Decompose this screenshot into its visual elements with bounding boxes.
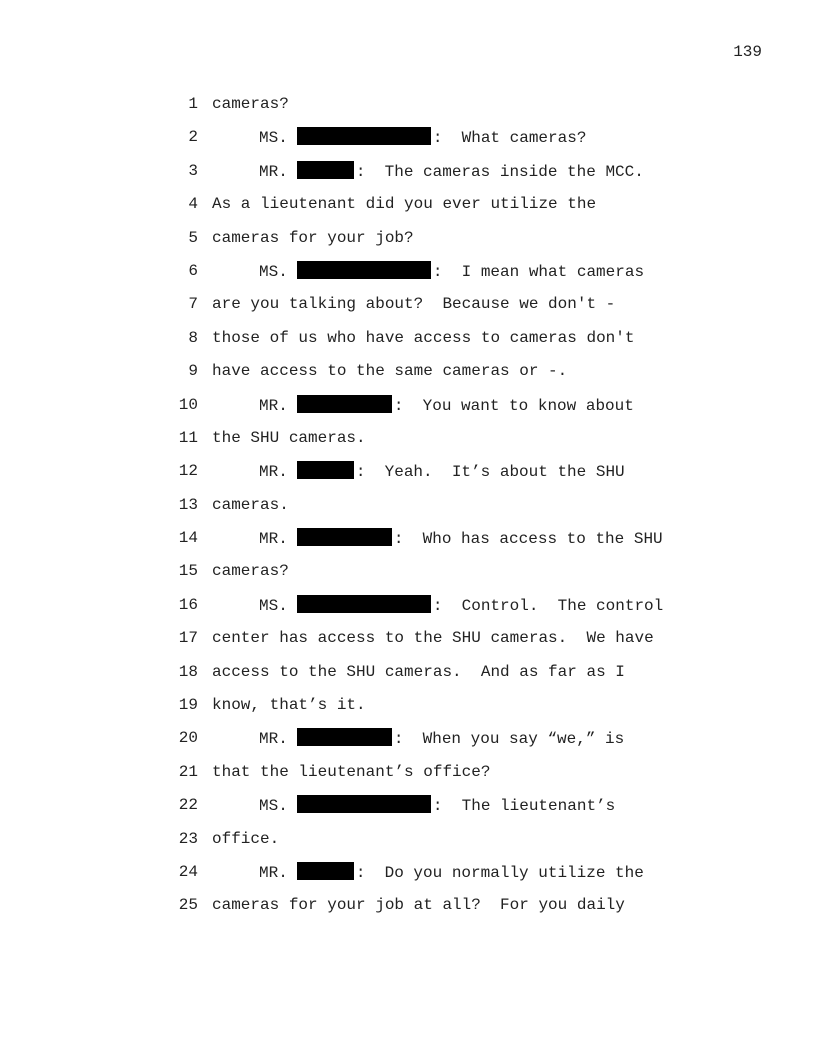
transcript-line <box>0 760 816 793</box>
line-text <box>212 127 586 148</box>
transcript-line <box>0 693 816 726</box>
line-number: 1 <box>188 95 198 113</box>
line-text: cameras? <box>212 562 289 581</box>
line-text: cameras for your job at all? For you daily <box>212 896 625 915</box>
transcript-line <box>0 660 816 693</box>
transcript-line <box>0 793 816 826</box>
transcript-body <box>0 92 816 927</box>
transcript-line <box>0 326 816 359</box>
speaker-label: MS. <box>259 262 288 281</box>
transcript-line <box>0 359 816 392</box>
line-text: center has access to the SHU cameras. We have <box>212 629 654 648</box>
line-text: cameras for your job? <box>212 228 414 247</box>
statement-text: : I mean what cameras <box>432 262 645 281</box>
transcript-line <box>0 393 816 426</box>
redaction-block <box>297 728 392 746</box>
line-number: 15 <box>178 562 198 581</box>
line-number: 22 <box>178 796 198 815</box>
line-number: 6 <box>188 261 198 280</box>
transcript-line <box>0 827 816 860</box>
redaction-block <box>297 395 392 413</box>
line-text: are you talking about? Because we don't - <box>212 295 616 314</box>
transcript-line <box>0 860 816 893</box>
speaker-label: MR. <box>259 530 288 549</box>
line-number: 8 <box>188 328 198 347</box>
line-number: 21 <box>178 762 198 781</box>
line-number: 25 <box>178 896 198 915</box>
line-text <box>212 395 634 416</box>
line-text <box>212 161 644 182</box>
line-number: 3 <box>188 161 198 180</box>
transcript-line <box>0 125 816 158</box>
redaction-block <box>297 862 354 880</box>
transcript-line <box>0 626 816 659</box>
redaction-block <box>297 595 431 613</box>
transcript-line <box>0 292 816 325</box>
line-number: 11 <box>178 428 198 447</box>
redaction-block <box>297 795 431 813</box>
transcript-line <box>0 226 816 259</box>
statement-text: : You want to know about <box>393 396 634 415</box>
speaker-label: MR. <box>259 396 288 415</box>
line-number: 24 <box>178 862 198 881</box>
line-text: cameras? <box>212 95 289 113</box>
transcript-line <box>0 726 816 759</box>
line-number: 23 <box>178 829 198 848</box>
line-text: those of us who have access to cameras don't <box>212 328 635 347</box>
transcript-line <box>0 92 816 125</box>
line-text: access to the SHU cameras. And as far as I <box>212 662 625 681</box>
line-number: 18 <box>178 662 198 681</box>
transcript-line <box>0 593 816 626</box>
line-text: As a lieutenant did you ever utilize the <box>212 195 597 214</box>
line-text: cameras. <box>212 495 289 514</box>
line-number: 19 <box>178 696 198 715</box>
statement-text: : When you say “we,” is <box>393 730 625 749</box>
speaker-label: MS. <box>259 129 288 148</box>
statement-text: : What cameras? <box>432 129 587 148</box>
page-number: 139 <box>733 43 762 61</box>
line-text: the SHU cameras. <box>212 428 366 447</box>
transcript-line <box>0 259 816 292</box>
redaction-block <box>297 528 392 546</box>
line-text: know, that’s it. <box>212 696 366 715</box>
redaction-block <box>297 461 354 479</box>
transcript-line <box>0 526 816 559</box>
line-text <box>212 261 644 282</box>
transcript-line <box>0 159 816 192</box>
line-text <box>212 528 663 549</box>
transcript-line <box>0 426 816 459</box>
speaker-label: MR. <box>259 463 288 482</box>
transcript-line <box>0 559 816 592</box>
line-number: 20 <box>178 729 198 748</box>
line-text <box>212 795 615 816</box>
redaction-block <box>297 261 431 279</box>
statement-text: : Who has access to the SHU <box>393 530 663 549</box>
speaker-label: MS. <box>259 596 288 615</box>
speaker-label: MR. <box>259 863 288 882</box>
line-text: that the lieutenant’s office? <box>212 762 491 781</box>
redaction-block <box>297 161 354 179</box>
statement-text: : Do you normally utilize the <box>355 863 644 882</box>
statement-text: : Yeah. It’s about the SHU <box>355 463 625 482</box>
line-text <box>212 595 663 616</box>
line-number: 7 <box>188 295 198 314</box>
line-number: 12 <box>178 462 198 481</box>
speaker-label: MR. <box>259 730 288 749</box>
line-number: 9 <box>188 362 198 381</box>
transcript-line <box>0 459 816 492</box>
redaction-block <box>297 127 431 145</box>
transcript-line <box>0 493 816 526</box>
line-text: office. <box>212 829 280 848</box>
statement-text: : Control. The control <box>432 596 664 615</box>
line-number: 17 <box>178 629 198 648</box>
line-number: 4 <box>188 195 198 214</box>
transcript-line <box>0 893 816 926</box>
statement-text: : The cameras inside the MCC. <box>355 162 644 181</box>
line-text <box>212 728 624 749</box>
speaker-label: MR. <box>259 162 288 181</box>
speaker-label: MS. <box>259 797 288 816</box>
line-number: 2 <box>188 128 198 147</box>
line-text: have access to the same cameras or -. <box>212 362 568 381</box>
transcript-line <box>0 192 816 225</box>
line-number: 10 <box>178 395 198 414</box>
line-text <box>212 461 625 482</box>
line-text <box>212 862 644 883</box>
line-number: 5 <box>188 228 198 247</box>
line-number: 13 <box>178 495 198 514</box>
statement-text: : The lieutenant’s <box>432 797 616 816</box>
line-number: 14 <box>178 529 198 548</box>
line-number: 16 <box>178 595 198 614</box>
